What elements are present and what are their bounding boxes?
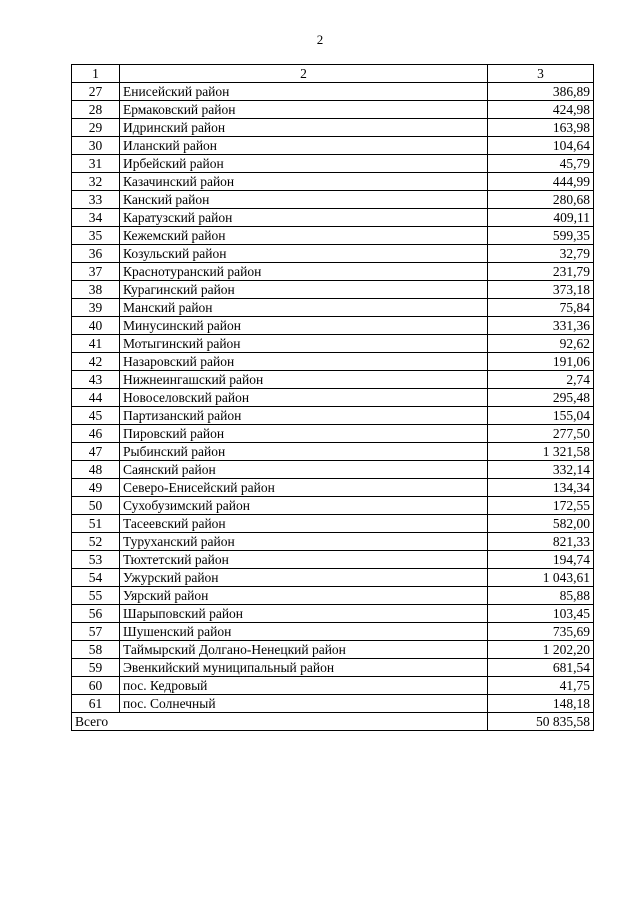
district-name: Мотыгинский район	[120, 335, 488, 353]
row-number: 55	[72, 587, 120, 605]
row-number: 56	[72, 605, 120, 623]
district-name: Северо-Енисейский район	[120, 479, 488, 497]
district-name: Козульский район	[120, 245, 488, 263]
row-number: 35	[72, 227, 120, 245]
row-number: 27	[72, 83, 120, 101]
district-value: 295,48	[488, 389, 594, 407]
district-name: Шушенский район	[120, 623, 488, 641]
total-value: 50 835,58	[488, 713, 594, 731]
district-value: 231,79	[488, 263, 594, 281]
district-name: Тюхтетский район	[120, 551, 488, 569]
table-row	[72, 281, 594, 299]
district-name: Назаровский район	[120, 353, 488, 371]
district-value: 1 202,20	[488, 641, 594, 659]
district-name: Ермаковский район	[120, 101, 488, 119]
district-value: 104,64	[488, 137, 594, 155]
table-row	[72, 407, 594, 425]
district-name: Нижнеингашский район	[120, 371, 488, 389]
district-name: Эвенкийский муниципальный район	[120, 659, 488, 677]
district-name: Уярский район	[120, 587, 488, 605]
district-value: 148,18	[488, 695, 594, 713]
row-number: 51	[72, 515, 120, 533]
table-row	[72, 83, 594, 101]
district-value: 735,69	[488, 623, 594, 641]
table-row	[72, 371, 594, 389]
district-value: 155,04	[488, 407, 594, 425]
district-value: 444,99	[488, 173, 594, 191]
table-row	[72, 515, 594, 533]
district-name: Партизанский район	[120, 407, 488, 425]
district-value: 280,68	[488, 191, 594, 209]
district-name: Тасеевский район	[120, 515, 488, 533]
table-row	[72, 335, 594, 353]
row-number: 29	[72, 119, 120, 137]
row-number: 40	[72, 317, 120, 335]
row-number: 32	[72, 173, 120, 191]
table-body	[72, 65, 594, 731]
row-number: 46	[72, 425, 120, 443]
district-name: Туруханский район	[120, 533, 488, 551]
district-value: 409,11	[488, 209, 594, 227]
row-number: 30	[72, 137, 120, 155]
row-number: 58	[72, 641, 120, 659]
district-name: Ужурский район	[120, 569, 488, 587]
total-label: Всего	[72, 713, 488, 731]
table-row	[72, 551, 594, 569]
row-number: 47	[72, 443, 120, 461]
row-number: 50	[72, 497, 120, 515]
table-row	[72, 173, 594, 191]
district-name: Таймырский Долгано-Ненецкий район	[120, 641, 488, 659]
district-value: 1 043,61	[488, 569, 594, 587]
table-row	[72, 497, 594, 515]
district-value: 172,55	[488, 497, 594, 515]
district-table	[71, 64, 594, 731]
row-number: 48	[72, 461, 120, 479]
table-row	[72, 263, 594, 281]
page-number: 2	[316, 32, 324, 47]
district-name: Новоселовский район	[120, 389, 488, 407]
row-number: 41	[72, 335, 120, 353]
row-number: 34	[72, 209, 120, 227]
row-number: 52	[72, 533, 120, 551]
district-name: Казачинский район	[120, 173, 488, 191]
district-value: 332,14	[488, 461, 594, 479]
district-value: 194,74	[488, 551, 594, 569]
table-row	[72, 479, 594, 497]
district-name: Рыбинский район	[120, 443, 488, 461]
table-row	[72, 443, 594, 461]
district-name: Сухобузимский район	[120, 497, 488, 515]
table-row	[72, 245, 594, 263]
table-row	[72, 587, 594, 605]
table-row	[72, 659, 594, 677]
district-value: 32,79	[488, 245, 594, 263]
district-name: пос. Кедровый	[120, 677, 488, 695]
table-row	[72, 119, 594, 137]
district-name: Канский район	[120, 191, 488, 209]
row-number: 43	[72, 371, 120, 389]
table-row	[72, 623, 594, 641]
total-row	[72, 713, 594, 731]
row-number: 37	[72, 263, 120, 281]
table-row	[72, 227, 594, 245]
row-number: 33	[72, 191, 120, 209]
district-name: Шарыповский район	[120, 605, 488, 623]
row-number: 61	[72, 695, 120, 713]
header-col-1: 1	[72, 65, 120, 83]
district-value: 331,36	[488, 317, 594, 335]
table-row	[72, 191, 594, 209]
district-value: 45,79	[488, 155, 594, 173]
district-value: 2,74	[488, 371, 594, 389]
district-value: 103,45	[488, 605, 594, 623]
table-row	[72, 461, 594, 479]
district-value: 85,88	[488, 587, 594, 605]
district-value: 191,06	[488, 353, 594, 371]
row-number: 44	[72, 389, 120, 407]
district-value: 821,33	[488, 533, 594, 551]
district-name: Курагинский район	[120, 281, 488, 299]
row-number: 28	[72, 101, 120, 119]
row-number: 60	[72, 677, 120, 695]
table-row	[72, 569, 594, 587]
district-value: 681,54	[488, 659, 594, 677]
row-number: 42	[72, 353, 120, 371]
row-number: 39	[72, 299, 120, 317]
district-value: 386,89	[488, 83, 594, 101]
district-name: Манский район	[120, 299, 488, 317]
table-row	[72, 137, 594, 155]
table-row	[72, 317, 594, 335]
district-name: Минусинский район	[120, 317, 488, 335]
table-row	[72, 353, 594, 371]
table-row	[72, 605, 594, 623]
district-value: 41,75	[488, 677, 594, 695]
table-row	[72, 677, 594, 695]
header-col-2: 2	[120, 65, 488, 83]
row-number: 31	[72, 155, 120, 173]
table-row	[72, 641, 594, 659]
district-value: 582,00	[488, 515, 594, 533]
district-value: 277,50	[488, 425, 594, 443]
row-number: 45	[72, 407, 120, 425]
district-name: Кежемский район	[120, 227, 488, 245]
district-name: Идринский район	[120, 119, 488, 137]
table-row	[72, 101, 594, 119]
district-name: Саянский район	[120, 461, 488, 479]
district-value: 599,35	[488, 227, 594, 245]
table-row	[72, 533, 594, 551]
row-number: 59	[72, 659, 120, 677]
row-number: 54	[72, 569, 120, 587]
table-header-row	[72, 65, 594, 83]
district-value: 92,62	[488, 335, 594, 353]
district-name: Краснотуранский район	[120, 263, 488, 281]
district-name: Енисейский район	[120, 83, 488, 101]
row-number: 53	[72, 551, 120, 569]
district-value: 373,18	[488, 281, 594, 299]
table-row	[72, 155, 594, 173]
table-row	[72, 299, 594, 317]
row-number: 36	[72, 245, 120, 263]
district-value: 75,84	[488, 299, 594, 317]
district-name: Каратузский район	[120, 209, 488, 227]
header-col-3: 3	[488, 65, 594, 83]
row-number: 57	[72, 623, 120, 641]
table-row	[72, 389, 594, 407]
district-name: Пировский район	[120, 425, 488, 443]
row-number: 49	[72, 479, 120, 497]
district-name: пос. Солнечный	[120, 695, 488, 713]
row-number: 38	[72, 281, 120, 299]
district-value: 163,98	[488, 119, 594, 137]
table-row	[72, 695, 594, 713]
district-value: 424,98	[488, 101, 594, 119]
district-value: 134,34	[488, 479, 594, 497]
table-row	[72, 425, 594, 443]
district-value: 1 321,58	[488, 443, 594, 461]
district-name: Ирбейский район	[120, 155, 488, 173]
table-row	[72, 209, 594, 227]
district-name: Иланский район	[120, 137, 488, 155]
